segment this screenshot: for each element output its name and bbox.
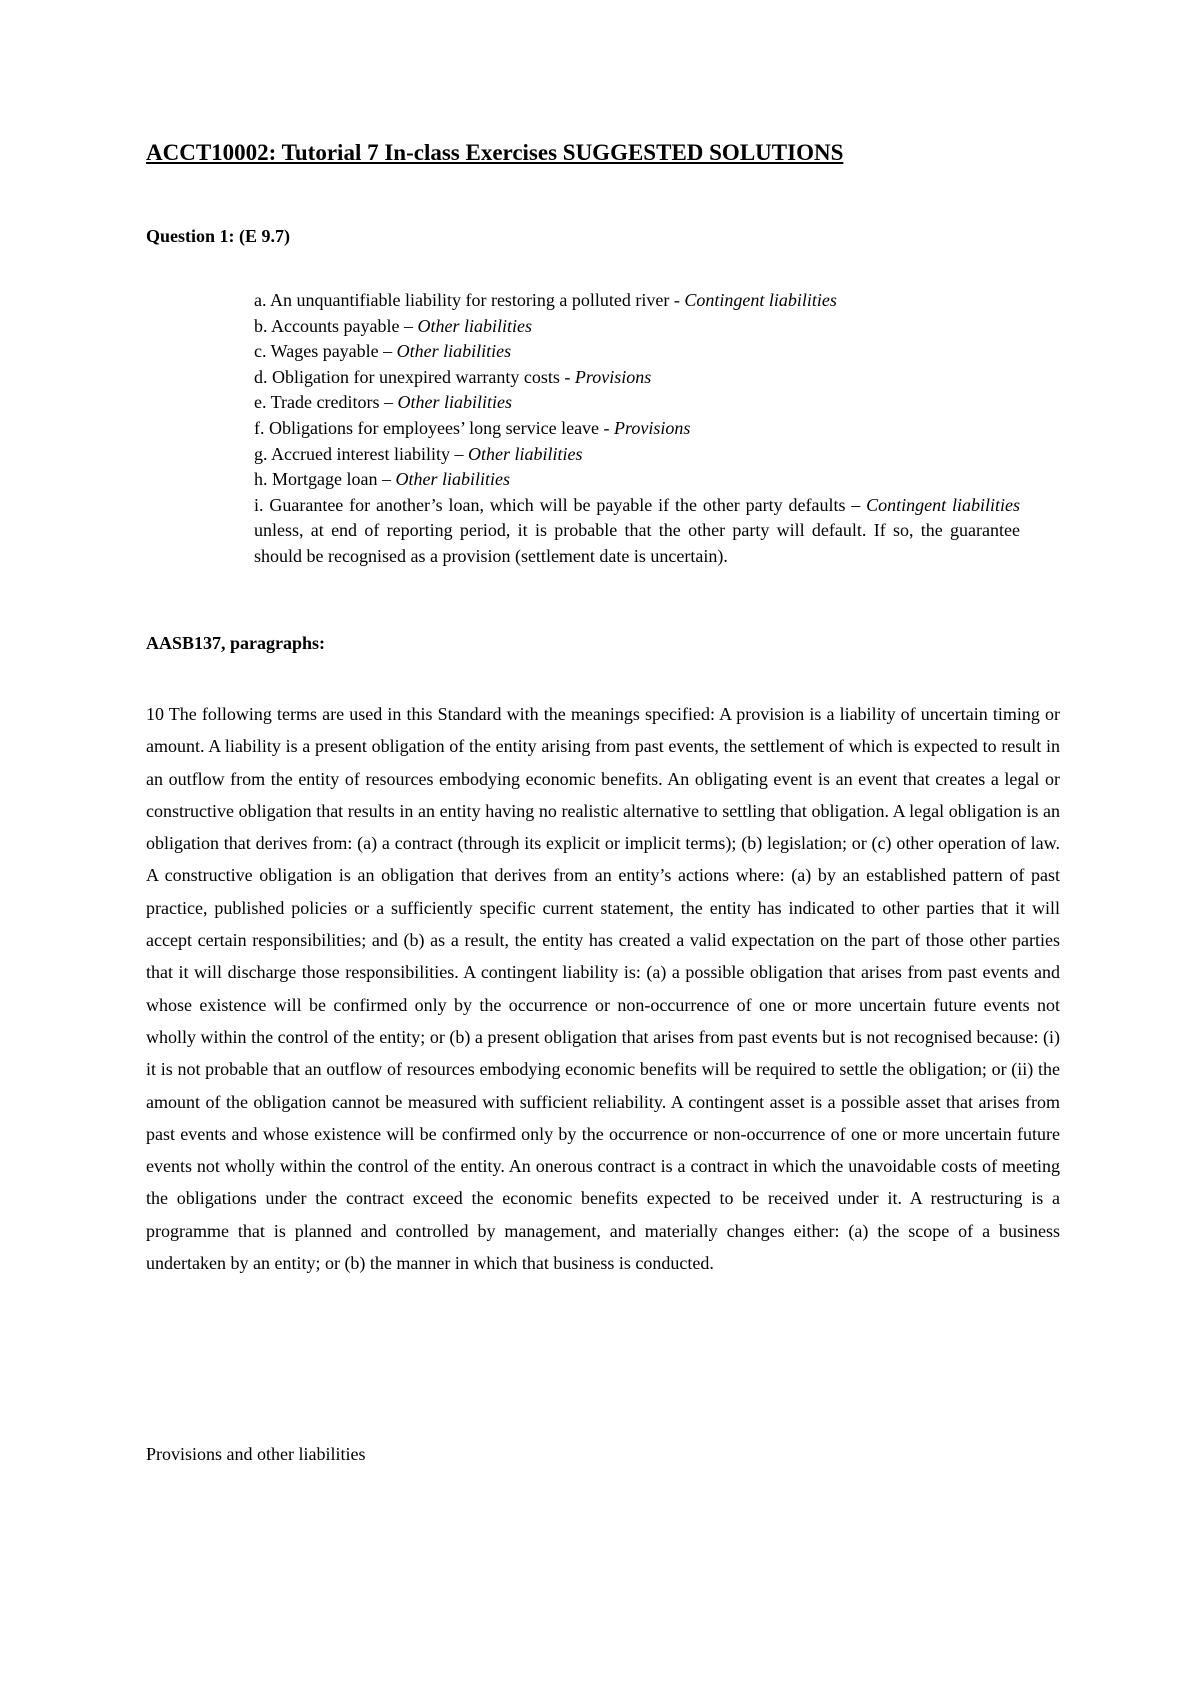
answer-category: Other liabilities xyxy=(467,443,583,464)
answer-item xyxy=(254,467,1020,493)
answer-item xyxy=(254,339,1020,365)
answer-category: Other liabilities xyxy=(417,315,532,336)
answer-text: d. Obligation for unexpired warranty costs - xyxy=(254,366,575,387)
section-heading: Provisions and other liabilities xyxy=(146,1444,366,1464)
answer-text: e. Trade creditors – xyxy=(254,392,398,413)
question-heading: Question 1: (E 9.7) xyxy=(146,226,290,246)
answer-item xyxy=(254,365,1020,391)
standard-heading: AASB137, paragraphs: xyxy=(146,633,326,653)
answer-category: Contingent liabilities xyxy=(866,494,1021,515)
document-title: ACCT10002: Tutorial 7 In-class Exercises SUGGESTED SOLUTIONS xyxy=(146,140,844,165)
answer-item xyxy=(254,288,1020,314)
answer-text: h. Mortgage loan – xyxy=(254,469,396,490)
answer-item xyxy=(254,493,1020,570)
answer-explanation: unless, at end of reporting period, it is probable that the other party will default. If so, the guarantee should be recognised as a provision (settlement date is uncertain). xyxy=(254,520,1020,566)
answer-text: b. Accounts payable – xyxy=(254,315,418,336)
answer-text: a. An unquantifiable liability for restoring a polluted river - xyxy=(254,290,685,310)
answer-category: Provisions xyxy=(614,417,691,438)
answer-text: g. Accrued interest liability – xyxy=(254,443,468,464)
answer-category: Other liabilities xyxy=(397,392,512,413)
answer-category: Provisions xyxy=(574,366,652,387)
answer-category: Other liabilities xyxy=(396,341,512,362)
answer-item xyxy=(254,390,1020,416)
answer-category: Other liabilities xyxy=(395,469,510,490)
answer-text: i. Guarantee for another’s loan, which will be payable if the other party defaults – xyxy=(254,494,867,515)
answer-item xyxy=(254,416,1020,442)
answer-list xyxy=(254,288,1020,570)
answer-text: c. Wages payable – xyxy=(254,341,397,362)
standard-paragraph-10: 10 The following terms are used in this Standard with the meanings specified: A provision is a liability of uncertain timing or amount. A liability is a present obligation of the entity arising from past events, the settlement of which is expected to result in an outflow from the entity of resources embodying economic benefits. An obligating event is an event that creates a legal or constructive obligation that results in an entity having no realistic alternative to settling that obligation. A legal obligation is an obligation that derives from: (a) a contract (through its explicit or implicit terms); (b) legislation; or (c) other operation of law. A constructive obligation is an obligation that derives from an entity’s actions where: (a) by an established pattern of past practice, published policies or a sufficiently specific current statement, the entity has indicated to other parties that it will accept certain responsibilities; and (b) as a result, the entity has created a valid expectation on the part of those other parties that it will discharge those responsibilities. A contingent liability is: (a) a possible obligation that arises from past events and whose existence will be confirmed only by the occurrence or non-occurrence of one or more uncertain future events not wholly within the control of the entity; or (b) a present obligation that arises from past events but is not recognised because: (i) it is not probable that an outflow of resources embodying economic benefits will be required to settle the obligation; or (ii) the amount of the obligation cannot be measured with sufficient reliability. A contingent asset is a possible asset that arises from past events and whose existence will be confirmed only by the occurrence or non-occurrence of one or more uncertain future events not wholly within the control of the entity. An onerous contract is a contract in which the unavoidable costs of meeting the obligations under the contract exceed the economic benefits expected to be received under it. A restructuring is a programme that is planned and controlled by management, and materially changes either: (a) the scope of a business undertaken by an entity; or (b) the manner in which that business is conducted. xyxy=(146,704,1060,1274)
answer-category: Contingent liabilities xyxy=(684,290,837,310)
answer-text: f. Obligations for employees’ long service leave - xyxy=(254,417,615,438)
answer-item xyxy=(254,314,1020,340)
answer-item xyxy=(254,442,1020,468)
